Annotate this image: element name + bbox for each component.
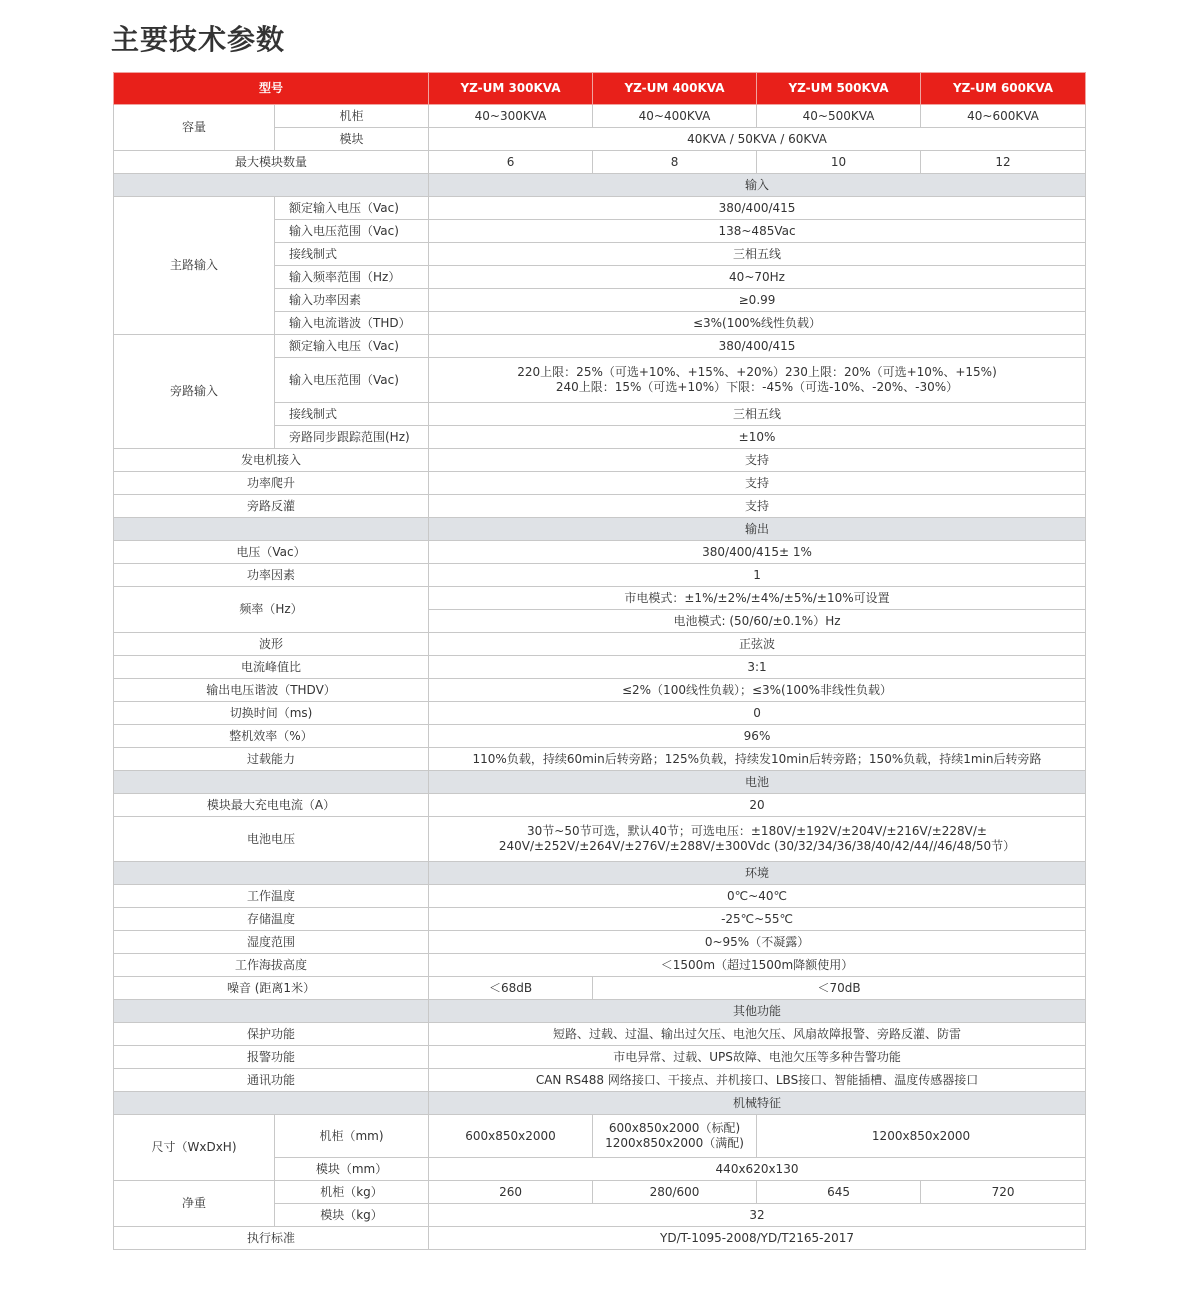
table-row: [114, 1181, 1086, 1204]
row-label: 频率（Hz）: [114, 587, 429, 633]
cell-value: 110%负载，持续60min后转旁路；125%负载，持续发10min后转旁路；150%负载，持续1min后转旁路: [429, 748, 1086, 771]
section-title: 环境: [429, 862, 1086, 885]
row-group-label: 主路输入: [114, 197, 275, 335]
cell-value: 6: [429, 151, 593, 174]
row-label: 额定输入电压（Vac): [275, 197, 429, 220]
row-label: 机柜: [275, 105, 429, 128]
row-label: 功率因素: [114, 564, 429, 587]
cell-value: 40KVA / 50KVA / 60KVA: [429, 128, 1086, 151]
cell-value: 40~600KVA: [921, 105, 1086, 128]
text-line: 220上限：25%（可选+10%、+15%、+20%）230上限：20%（可选+10%、+15%): [517, 365, 997, 379]
section-title: 电池: [429, 771, 1086, 794]
text-line: 240V/±252V/±264V/±276V/±288V/±300Vdc (30/32/34/36/38/40/42/44//46/48/50节）: [498, 839, 1016, 853]
section-row: [114, 518, 1086, 541]
spec-table: [113, 72, 1086, 1250]
cell-value: 8: [593, 151, 757, 174]
row-label: 过载能力: [114, 748, 429, 771]
text-line: 30节~50节可选，默认40节；可选电压：±180V/±192V/±204V/±216V/±228V/±: [527, 824, 987, 838]
text-line: 600x850x2000（标配): [608, 1121, 741, 1135]
cell-value: -25℃~55℃: [429, 908, 1086, 931]
cell-value: 三相五线: [429, 243, 1086, 266]
cell-value: 电池模式: (50/60/±0.1%）Hz: [429, 610, 1086, 633]
row-label: 旁路反灌: [114, 495, 429, 518]
cell-value: [429, 817, 1086, 862]
table-row: [114, 794, 1086, 817]
cell-value: 20: [429, 794, 1086, 817]
table-row: [114, 954, 1086, 977]
cell-value: ＜68dB: [429, 977, 593, 1000]
cell-value: 0~95%（不凝露）: [429, 931, 1086, 954]
table-row: [114, 564, 1086, 587]
row-label: 输入电压范围（Vac): [275, 220, 429, 243]
cell-value: 380/400/415: [429, 335, 1086, 358]
row-group-label: 旁路输入: [114, 335, 275, 449]
cell-value: ≤3%(100%线性负载）: [429, 312, 1086, 335]
cell-value: 380/400/415± 1%: [429, 541, 1086, 564]
model-label: 型号: [114, 73, 429, 105]
cell-value: 三相五线: [429, 403, 1086, 426]
row-label: 电压（Vac）: [114, 541, 429, 564]
section-row: [114, 1000, 1086, 1023]
cell-value: 138~485Vac: [429, 220, 1086, 243]
cell-value: 正弦波: [429, 633, 1086, 656]
table-row: [114, 1115, 1086, 1158]
table-row: [114, 541, 1086, 564]
cell-value: 280/600: [593, 1181, 757, 1204]
text-line: 240上限：15%（可选+10%）下限：-45%（可选-10%、-20%、-30%）: [555, 380, 959, 394]
cell-value: 12: [921, 151, 1086, 174]
table-row: [114, 1069, 1086, 1092]
cell-value: 支持: [429, 472, 1086, 495]
cell-value: ＜70dB: [593, 977, 1086, 1000]
row-label: 机柜（mm): [275, 1115, 429, 1158]
table-row: [114, 908, 1086, 931]
row-label: 发电机接入: [114, 449, 429, 472]
cell-value: 支持: [429, 449, 1086, 472]
cell-value: 380/400/415: [429, 197, 1086, 220]
section-row: [114, 1092, 1086, 1115]
cell-value: 600x850x2000: [429, 1115, 593, 1158]
section-row: [114, 174, 1086, 197]
cell-value: 645: [757, 1181, 921, 1204]
table-row: [114, 633, 1086, 656]
table-row: [114, 725, 1086, 748]
model-name: YZ-UM 600KVA: [921, 73, 1086, 105]
table-row: [114, 679, 1086, 702]
row-label: 保护功能: [114, 1023, 429, 1046]
section-title: 机械特征: [429, 1092, 1086, 1115]
row-label: 电池电压: [114, 817, 429, 862]
cell-value: YD/T-1095-2008/YD/T2165-2017: [429, 1227, 1086, 1250]
cell-value: 10: [757, 151, 921, 174]
cell-value: ≤2%（100线性负载）；≤3%(100%非线性负载）: [429, 679, 1086, 702]
cell-value: 1200x850x2000: [757, 1115, 1086, 1158]
cell-value: [593, 1115, 757, 1158]
section-row: [114, 862, 1086, 885]
row-group-label: 尺寸（WxDxH): [114, 1115, 275, 1181]
table-row: [114, 105, 1086, 128]
cell-value: 支持: [429, 495, 1086, 518]
cell-value: 3:1: [429, 656, 1086, 679]
row-label: 额定输入电压（Vac): [275, 335, 429, 358]
row-label: 整机效率（%）: [114, 725, 429, 748]
row-label: 执行标准: [114, 1227, 429, 1250]
row-group-label: 净重: [114, 1181, 275, 1227]
section-row: [114, 771, 1086, 794]
table-row: [114, 449, 1086, 472]
row-label: 湿度范围: [114, 931, 429, 954]
table-row: [114, 817, 1086, 862]
cell-value: CAN RS488 网络接口、干接点、并机接口、LBS接口、智能插槽、温度传感器接口: [429, 1069, 1086, 1092]
table-row: [114, 1046, 1086, 1069]
row-label: 输入电压范围（Vac): [275, 358, 429, 403]
row-label: 波形: [114, 633, 429, 656]
cell-value: 40~300KVA: [429, 105, 593, 128]
row-label: 模块最大充电电流（A）: [114, 794, 429, 817]
row-label: 旁路同步跟踪范围(Hz): [275, 426, 429, 449]
table-row: [114, 151, 1086, 174]
cell-value: 40~400KVA: [593, 105, 757, 128]
cell-value: ＜1500m（超过1500m降额使用）: [429, 954, 1086, 977]
cell-value: 短路、过载、过温、输出过欠压、电池欠压、风扇故障报警、旁路反灌、防雷: [429, 1023, 1086, 1046]
cell-value: [429, 358, 1086, 403]
table-row: [114, 335, 1086, 358]
cell-value: 40~500KVA: [757, 105, 921, 128]
page-title: 主要技术参数: [111, 23, 286, 56]
section-title: 输入: [429, 174, 1086, 197]
row-label: 接线制式: [275, 403, 429, 426]
cell-value: 1: [429, 564, 1086, 587]
cell-value: 260: [429, 1181, 593, 1204]
row-label: 接线制式: [275, 243, 429, 266]
row-label: 报警功能: [114, 1046, 429, 1069]
row-label: 噪音 (距离1米）: [114, 977, 429, 1000]
row-label: 输出电压谐波（THDV）: [114, 679, 429, 702]
cell-value: 0℃~40℃: [429, 885, 1086, 908]
row-label: 工作海拔高度: [114, 954, 429, 977]
cell-value: 40~70Hz: [429, 266, 1086, 289]
cell-value: ±10%: [429, 426, 1086, 449]
cell-value: 32: [429, 1204, 1086, 1227]
cell-value: 0: [429, 702, 1086, 725]
model-name: YZ-UM 300KVA: [429, 73, 593, 105]
row-label: 输入电流谐波（THD）: [275, 312, 429, 335]
table-row: [114, 495, 1086, 518]
table-row: [114, 1023, 1086, 1046]
table-row: [114, 977, 1086, 1000]
table-row: [114, 472, 1086, 495]
row-label: 输入频率范围（Hz）: [275, 266, 429, 289]
table-row: [114, 748, 1086, 771]
table-row: [114, 931, 1086, 954]
row-group-label: 容量: [114, 105, 275, 151]
table-row: [114, 656, 1086, 679]
section-title: 其他功能: [429, 1000, 1086, 1023]
row-label: 机柜（kg）: [275, 1181, 429, 1204]
row-label: 存储温度: [114, 908, 429, 931]
row-label: 模块（mm）: [275, 1158, 429, 1181]
row-label: 最大模块数量: [114, 151, 429, 174]
cell-value: 96%: [429, 725, 1086, 748]
model-name: YZ-UM 500KVA: [757, 73, 921, 105]
row-label: 模块（kg）: [275, 1204, 429, 1227]
row-label: 功率爬升: [114, 472, 429, 495]
table-row: [114, 197, 1086, 220]
cell-value: 市电模式：±1%/±2%/±4%/±5%/±10%可设置: [429, 587, 1086, 610]
header-row: [114, 73, 1086, 105]
row-label: 电流峰值比: [114, 656, 429, 679]
model-name: YZ-UM 400KVA: [593, 73, 757, 105]
row-label: 模块: [275, 128, 429, 151]
row-label: 工作温度: [114, 885, 429, 908]
table-row: [114, 702, 1086, 725]
row-label: 切换时间（ms): [114, 702, 429, 725]
text-line: 1200x850x2000（满配): [605, 1136, 744, 1150]
table-row: [114, 1227, 1086, 1250]
row-label: 通讯功能: [114, 1069, 429, 1092]
cell-value: 440x620x130: [429, 1158, 1086, 1181]
table-row: [114, 885, 1086, 908]
cell-value: ≥0.99: [429, 289, 1086, 312]
table-row: [114, 587, 1086, 610]
section-title: 输出: [429, 518, 1086, 541]
row-label: 输入功率因素: [275, 289, 429, 312]
cell-value: 720: [921, 1181, 1086, 1204]
cell-value: 市电异常、过载、UPS故障、电池欠压等多种告警功能: [429, 1046, 1086, 1069]
